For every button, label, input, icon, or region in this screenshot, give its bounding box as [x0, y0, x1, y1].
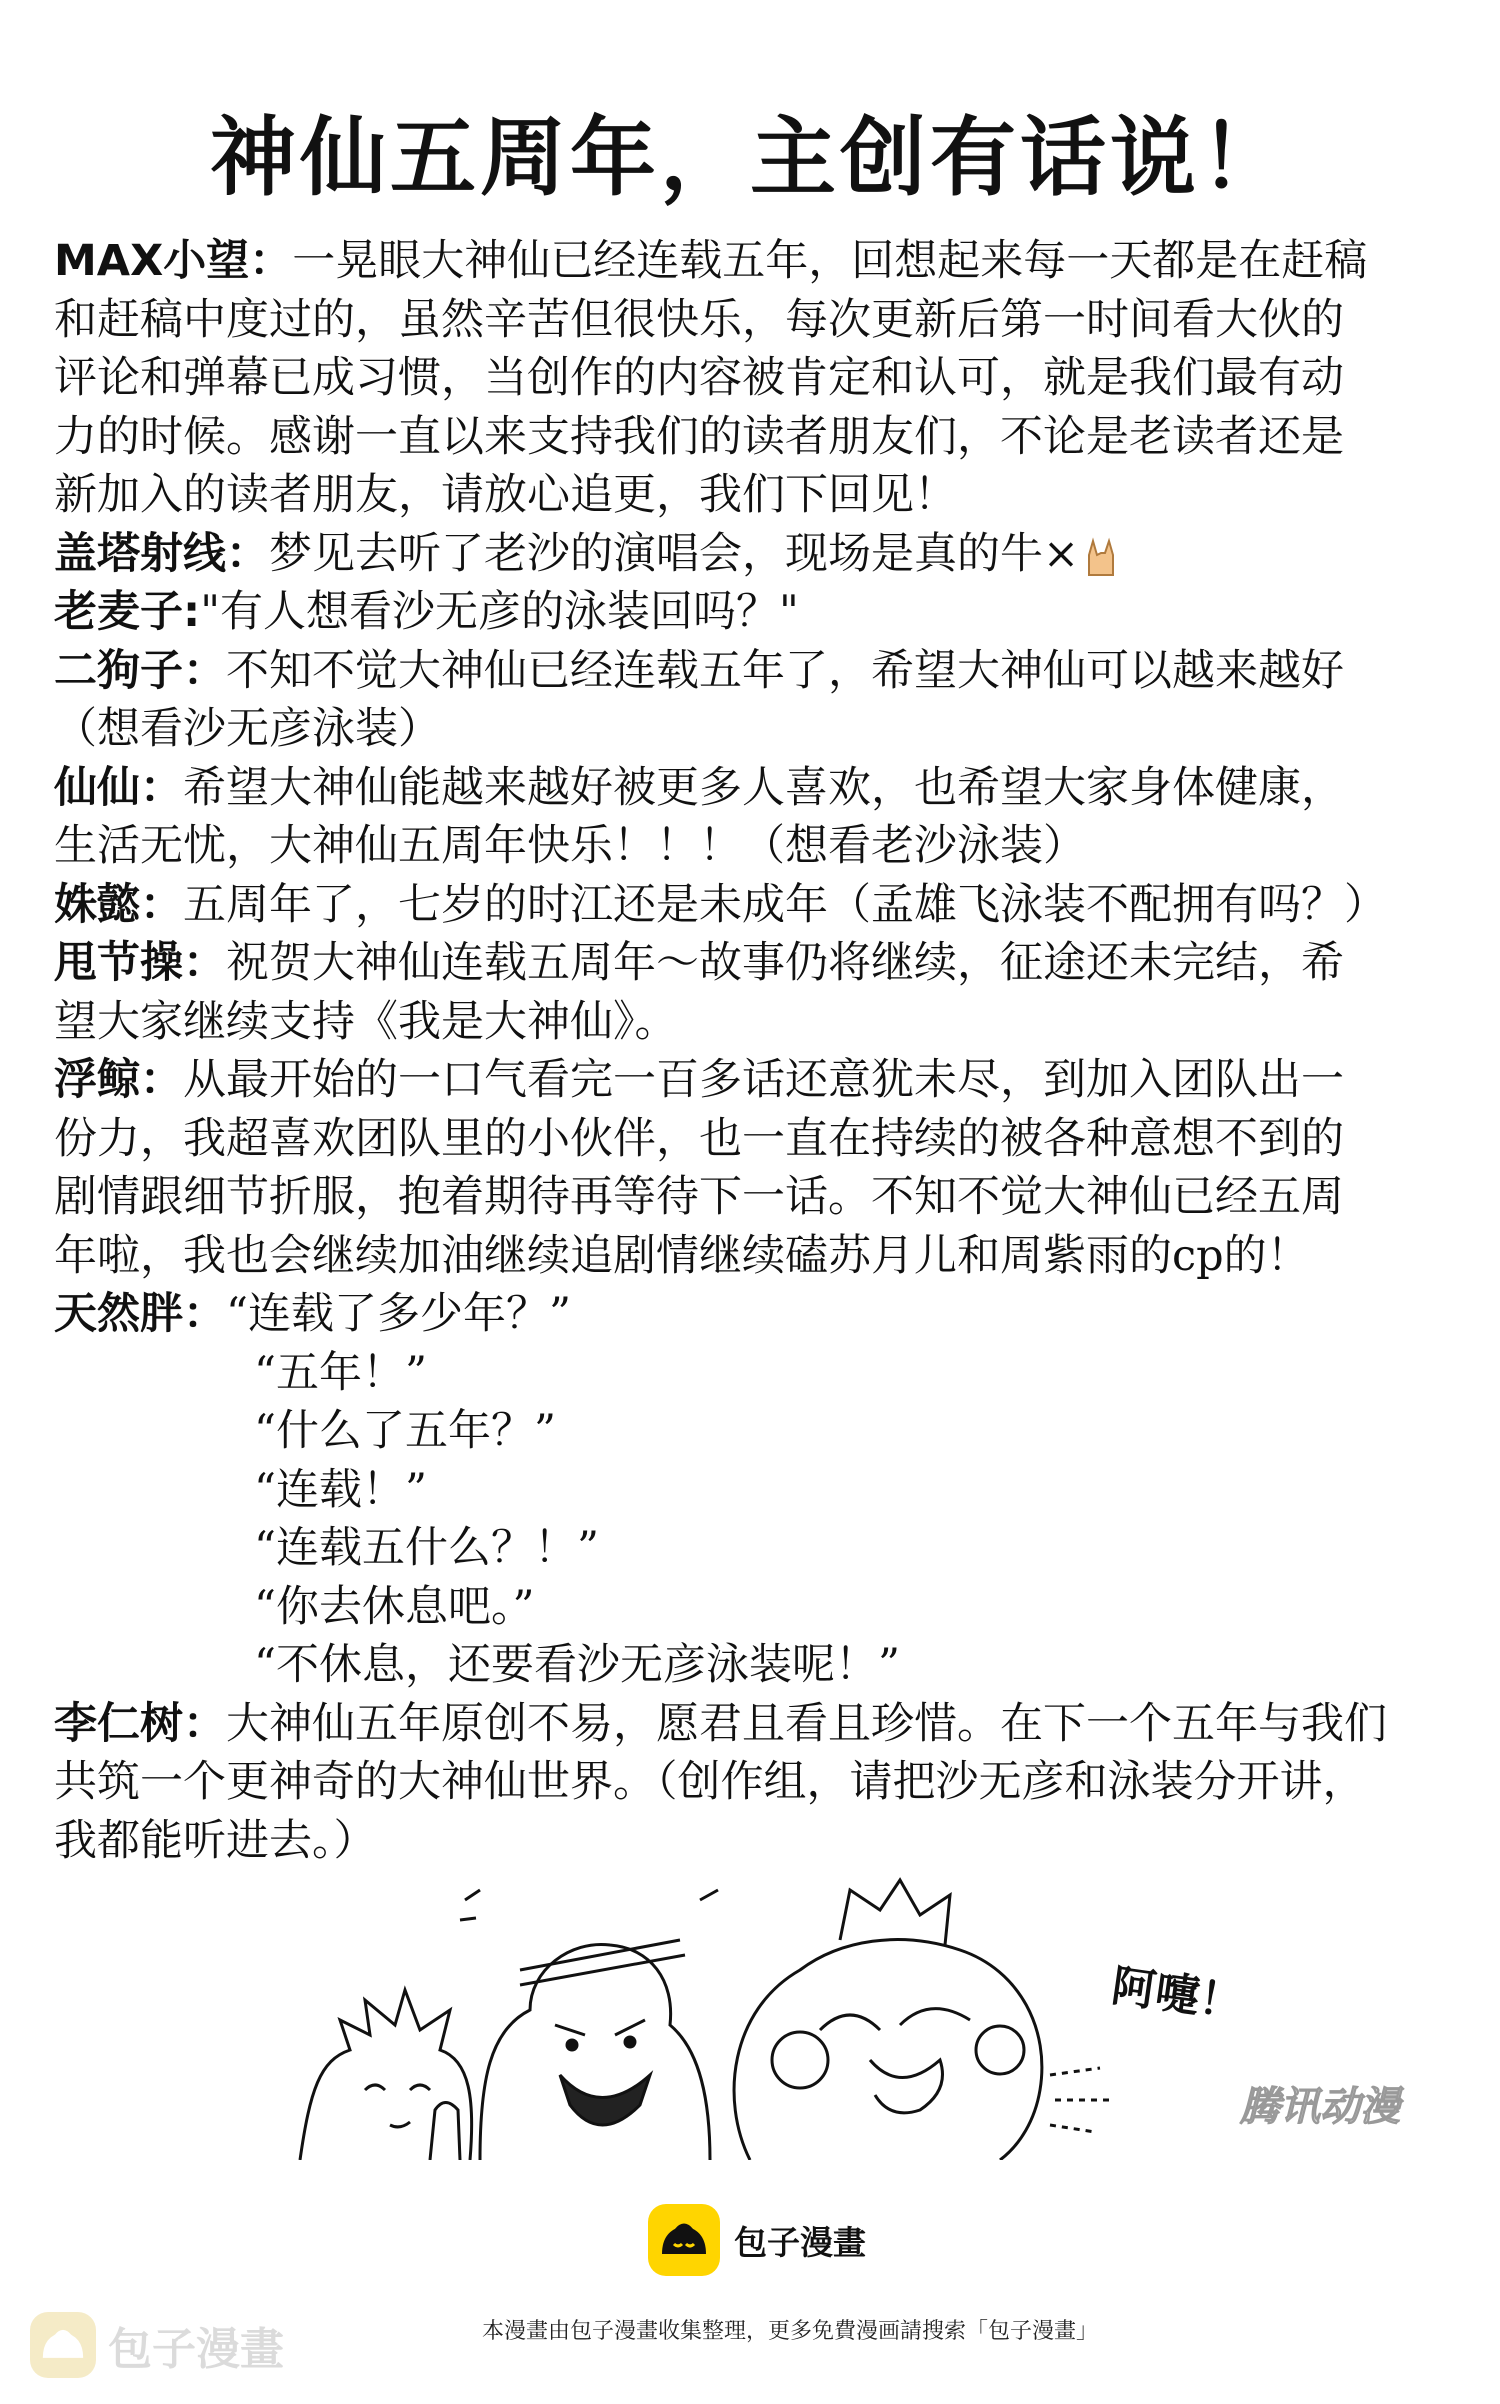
speaker-name: 盖塔射线：: [54, 528, 269, 579]
message-text: 大神仙五年原创不易，愿君且看且珍惜。在下一个五年与我们: [226, 1698, 1387, 1749]
speaker-name: 李仁树：: [54, 1698, 226, 1749]
message-line: [54, 934, 1464, 993]
message-text: 五周年了，七岁的时江还是未成年（孟雄飞泳装不配拥有吗？）: [183, 879, 1387, 930]
message-text: "有人想看沙无彦的泳装回吗？": [200, 587, 799, 637]
message-line: [54, 583, 1464, 642]
message-text: 和赶稿中度过的，虽然辛苦但很快乐，每次更新后第一时间看大伙的: [54, 294, 1344, 345]
message-text: 剧情跟细节折服，抱着期待再等待下一话。不知不觉大神仙已经五周: [54, 1172, 1344, 1222]
speaker-name: 浮鲸：: [54, 1055, 183, 1105]
rock-hand-icon: [1079, 535, 1123, 579]
watermark: [30, 2312, 284, 2378]
footer-note: 本漫畫由包子漫畫收集整理，更多免費漫画請搜索「包子漫畫」: [481, 2319, 1098, 2344]
message-text: 年啦，我也会继续加油继续追剧情继续磕苏月儿和周紫雨的cp的！: [54, 1230, 1310, 1281]
message-line: [54, 291, 1464, 350]
watermark-baozi-icon: [30, 2312, 96, 2378]
page-title: 神仙五周年，主创有话说！: [210, 108, 1290, 208]
baozi-logo: [648, 2200, 866, 2280]
message-text: 力的时候。感谢一直以来支持我们的读者朋友们，不论是老读者还是: [54, 411, 1344, 462]
message-text: “连载了多少年？”: [226, 1289, 571, 1339]
message-text: 共筑一个更神奇的大神仙世界。（创作组，请把沙无彦和泳装分开讲，: [54, 1757, 1366, 1807]
message-line: [54, 466, 1464, 525]
message-line: [54, 1285, 1464, 1344]
character-sneezing: [734, 1880, 1110, 2160]
message-line: [54, 1695, 1464, 1754]
message-line: [54, 642, 1464, 701]
message-line: [54, 993, 1464, 1052]
message-line: [54, 349, 1464, 408]
message-line: [54, 1227, 1464, 1286]
message-line: [54, 759, 1464, 818]
message-text: “你去休息吧。”: [254, 1581, 535, 1632]
message-text: “什么了五年？”: [254, 1406, 556, 1456]
sneeze-exclamation: 阿嚏！: [1108, 1960, 1247, 2030]
speaker-name: 甩节操：: [54, 938, 226, 988]
message-text: 一晃眼大神仙已经连载五年，回想起来每一天都是在赶稿: [292, 236, 1368, 286]
message-line: [54, 1168, 1464, 1227]
message-line: [54, 1519, 1464, 1578]
logo-text: 包子漫畫: [734, 2222, 866, 2262]
message-text: 份力，我超喜欢团队里的小伙伴，也一直在持续的被各种意想不到的: [54, 1113, 1344, 1164]
tencent-comic-stamp: 腾讯动漫: [1240, 2084, 1400, 2130]
message-text: （想看沙无彦泳装）: [54, 704, 441, 754]
message-text: “连载！”: [254, 1464, 427, 1515]
message-line: [54, 700, 1464, 759]
speaker-name: 仙仙：: [54, 762, 183, 813]
message-line: [54, 1636, 1464, 1695]
speaker-name: 姝懿：: [54, 879, 183, 930]
message-line: [54, 1402, 1464, 1461]
message-line: [54, 1578, 1464, 1637]
watermark-text: 包子漫畫: [108, 2324, 284, 2375]
message-line: [54, 232, 1464, 291]
message-line: [54, 525, 1464, 584]
message-text: “五年！”: [254, 1347, 427, 1398]
message-text: 我都能听进去。）: [54, 1815, 377, 1866]
message-list: [54, 232, 1464, 1870]
message-text: 评论和弹幕已成习惯，当创作的内容被肯定和认可，就是我们最有动: [54, 353, 1344, 403]
message-text: 生活无忧，大神仙五周年快乐！！！（想看老沙泳装）: [54, 821, 1086, 871]
message-text: 从最开始的一口气看完一百多话还意犹未尽，到加入团队出一: [183, 1055, 1344, 1105]
message-text: “连载五什么？！”: [254, 1523, 599, 1573]
message-line: [54, 1110, 1464, 1169]
speaker-name: 二狗子：: [54, 645, 226, 696]
message-line: [54, 817, 1464, 876]
message-text: 希望大神仙能越来越好被更多人喜欢，也希望大家身体健康，: [183, 762, 1344, 813]
message-text: 新加入的读者朋友，请放心追更，我们下回见！: [54, 470, 957, 520]
message-line: [54, 1461, 1464, 1520]
speaker-name: 老麦子:: [54, 587, 201, 637]
message-text: 祝贺大神仙连载五周年～故事仍将继续，征途还未完结，希: [226, 938, 1344, 988]
message-text: 不知不觉大神仙已经连载五年了，希望大神仙可以越来越好: [226, 645, 1344, 696]
message-text: “不休息，还要看沙无彦泳装呢！”: [254, 1640, 900, 1690]
message-line: [54, 1051, 1464, 1110]
speaker-name: 天然胖：: [54, 1289, 226, 1339]
message-line: [54, 876, 1464, 935]
message-line: [54, 1753, 1464, 1812]
character-bearded-man: [460, 1890, 718, 2160]
speaker-name: MAX小望：: [54, 236, 293, 286]
baozi-icon: [648, 2204, 720, 2276]
cartoon-illustration: [280, 1860, 1500, 2160]
message-text: 望大家继续支持《我是大神仙》。: [54, 996, 678, 1047]
character-spiky-hair: [300, 1990, 472, 2160]
message-line: [54, 1344, 1464, 1403]
message-line: [54, 408, 1464, 467]
message-text: 梦见去听了老沙的演唱会，现场是真的牛×: [269, 528, 1080, 579]
